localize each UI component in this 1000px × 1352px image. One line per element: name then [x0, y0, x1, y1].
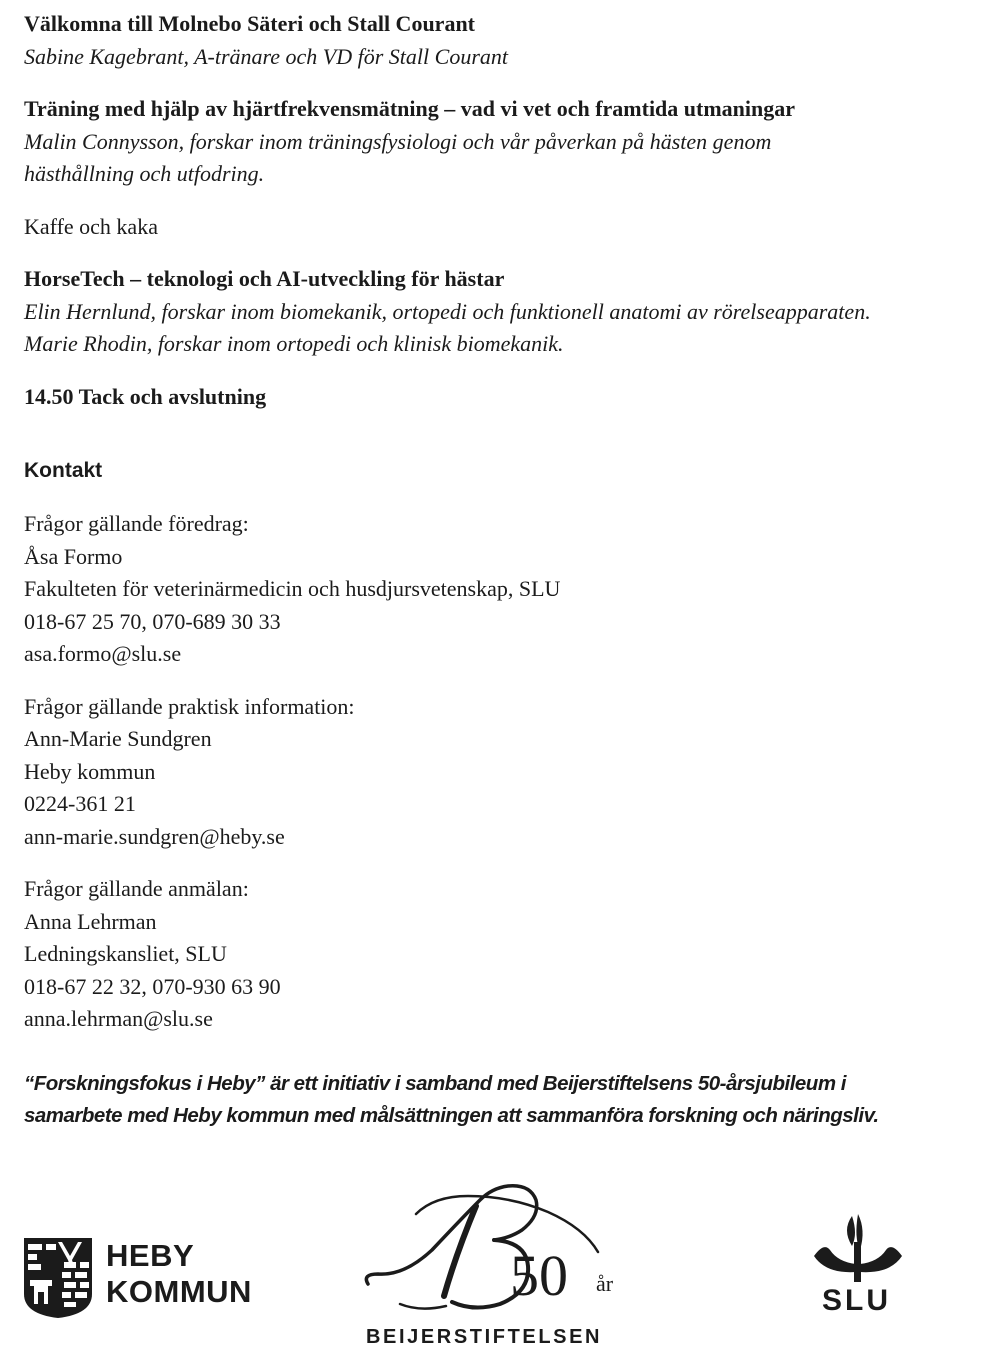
b50-monogram-icon	[360, 1180, 630, 1320]
heby-crest-icon	[22, 1236, 94, 1320]
program-item-speaker: Sabine Kagebrant, A-tränare och VD för Stall Courant	[24, 43, 508, 69]
program-item	[24, 381, 974, 414]
contact-label: Frågor gällande praktisk information:	[24, 693, 355, 719]
contact-group	[24, 508, 560, 671]
contact-name: Åsa Formo	[24, 543, 123, 569]
contact-phone: 0224-361 21	[24, 791, 136, 816]
program-item-speaker: Marie Rhodin, forskar inom ortopedi och klinisk biomekanik.	[24, 331, 564, 356]
program-item-title: 14.50 Tack och avslutning	[24, 383, 267, 409]
contact-org: Ledningskansliet, SLU	[24, 941, 227, 966]
heby-kommun-logo	[22, 1236, 272, 1320]
footnote-line: samarbete med Heby kommun med målsättningen att sammanföra forskning och näringsliv.	[24, 1104, 879, 1127]
contact-email[interactable]: asa.formo@slu.se	[24, 641, 182, 666]
contact-org: Fakulteten för veterinärmedicin och husdjursvetenskap, SLU	[24, 576, 561, 601]
program-item	[24, 211, 974, 244]
contact-org: Heby kommun	[24, 758, 156, 784]
contact-email[interactable]: anna.lehrman@slu.se	[24, 1006, 213, 1031]
contact-label: Frågor gällande anmälan:	[24, 876, 249, 901]
slu-logo	[808, 1212, 908, 1322]
contact-label: Frågor gällande föredrag:	[24, 511, 249, 536]
contact-list	[24, 508, 560, 1056]
program-break: Kaffe och kaka	[24, 213, 158, 239]
contact-name: Ann-Marie Sundgren	[24, 726, 212, 751]
slu-wordmark: SLU	[822, 1284, 891, 1317]
program-item-title: Välkomna till Molnebo Säteri och Stall Courant	[24, 11, 476, 36]
contact-heading: Kontakt	[24, 459, 103, 482]
program-item	[24, 8, 974, 73]
beijerstiftelsen-wordmark: BEIJERSTIFTELSEN	[366, 1326, 603, 1348]
footnote	[24, 1068, 974, 1132]
b50-suffix: år	[596, 1271, 614, 1296]
program-item-speaker: Malin Connysson, forskar inom träningsfysiologi och vår påverkan på hästen genom	[24, 128, 772, 154]
contact-group	[24, 873, 560, 1036]
contact-phone: 018-67 22 32, 070-930 63 90	[24, 973, 281, 999]
footnote-line: “Forskningsfokus i Heby” är ett initiativ i samband med Beijerstiftelsens 50-årsjubileum i	[24, 1072, 846, 1095]
slu-leaf-icon	[808, 1212, 908, 1284]
heby-wordmark: HEBY KOMMUN	[106, 1238, 252, 1309]
contact-name: Anna Lehrman	[24, 908, 157, 934]
program-item	[24, 263, 974, 361]
program-item-title: Träning med hjälp av hjärtfrekvensmätning – vad vi vet och framtida utmaningar	[24, 96, 796, 121]
program-item	[24, 93, 974, 191]
b50-number: 50	[510, 1243, 568, 1308]
contact-group	[24, 691, 560, 854]
program-item-speaker: hästhållning och utfodring.	[24, 161, 265, 186]
program-item-speaker: Elin Hernlund, forskar inom biomekanik, ortopedi och funktionell anatomi av rörelseapparaten.	[24, 298, 871, 324]
program-item-title: HorseTech – teknologi och AI-utveckling för hästar	[24, 266, 505, 291]
program	[24, 8, 974, 413]
contact-phone: 018-67 25 70, 070-689 30 33	[24, 608, 281, 634]
beijerstiftelsen-logo	[360, 1180, 630, 1352]
contact-email[interactable]: ann-marie.sundgren@heby.se	[24, 823, 285, 849]
